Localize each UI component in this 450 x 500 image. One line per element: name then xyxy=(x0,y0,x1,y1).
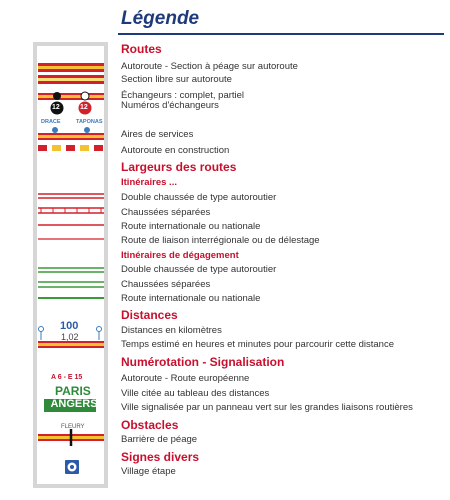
toll-name-sample: FLEURY xyxy=(61,424,85,430)
heading-numbering: Numérotation - Signalisation xyxy=(121,355,285,369)
symbol-red-double-carriageway xyxy=(38,194,104,198)
legend-item: Aires de services xyxy=(121,129,194,140)
legend-item: Ville signalisée par un panneau vert sur les grandes liaisons routières xyxy=(121,402,413,413)
village-etape-icon xyxy=(65,460,79,474)
legend-item: Autoroute - Section à péage sur autoroute xyxy=(121,61,298,72)
legend-item: Route internationale ou nationale xyxy=(121,221,261,232)
symbol-motorway-toll xyxy=(38,63,104,72)
service-area-drace: DRACE xyxy=(41,119,61,125)
legend-item: Double chaussée de type autoroutier xyxy=(121,192,277,203)
legend-item: Chaussées séparées xyxy=(121,207,211,218)
distance-time-sample: 1,02 xyxy=(61,332,79,342)
distance-km-sample: 100 xyxy=(60,320,79,332)
service-area-taponas: TAPONAS xyxy=(76,119,103,125)
legend-item: Ville citée au tableau des distances xyxy=(121,388,270,399)
title-underline xyxy=(118,33,444,35)
legend-item: Route de liaison interrégionale ou de délestage xyxy=(121,235,320,246)
symbol-exchanges xyxy=(38,92,104,115)
symbol-service-areas xyxy=(38,127,104,140)
legend-item: Autoroute - Route européenne xyxy=(121,373,250,384)
legend-item: Double chaussée de type autoroutier xyxy=(121,264,277,275)
legend-item: Autoroute en construction xyxy=(121,145,230,156)
heading-obstacles: Obstacles xyxy=(121,418,179,432)
heading-distances: Distances xyxy=(121,308,178,322)
city-table-sample: PARIS xyxy=(55,384,91,398)
symbol-motorway-free xyxy=(38,75,104,84)
legend-item: Temps estimé en heures et minutes pour parcourir cette distance xyxy=(121,339,394,350)
legend-item: Barrière de péage xyxy=(121,434,198,445)
legend-item: Section libre sur autoroute xyxy=(121,74,232,85)
legend-symbols xyxy=(33,42,108,488)
road-code-sample: A 6 - E 15 xyxy=(51,374,83,381)
symbol-red-separated xyxy=(38,208,104,213)
subheading-relief-routes: Itinéraires de dégagement xyxy=(121,250,239,261)
exchange-number-2: 12 xyxy=(80,104,88,111)
heading-road-widths: Largeurs des routes xyxy=(121,160,237,174)
legend-item: Route internationale ou nationale xyxy=(121,293,261,304)
symbol-motorway-construction xyxy=(38,145,103,151)
heading-routes: Routes xyxy=(121,42,162,56)
legend-item: Village étape xyxy=(121,466,176,477)
heading-misc-signs: Signes divers xyxy=(121,450,200,464)
exchange-number-1: 12 xyxy=(52,104,60,111)
symbol-toll-barrier xyxy=(38,429,104,446)
legend-item: Échangeurs : complet, partiel xyxy=(121,90,245,101)
city-green-sample: ANGERS xyxy=(50,398,98,410)
symbol-green-double-carriageway xyxy=(38,268,104,272)
legend-item: Numéros d'échangeurs xyxy=(121,100,219,111)
subheading-itineraries: Itinéraires ... xyxy=(121,177,177,188)
page-title: Légende xyxy=(121,8,200,29)
symbol-green-separated xyxy=(38,282,104,287)
legend-item: Chaussées séparées xyxy=(121,279,211,290)
legend-item: Distances en kilomètres xyxy=(121,325,222,336)
